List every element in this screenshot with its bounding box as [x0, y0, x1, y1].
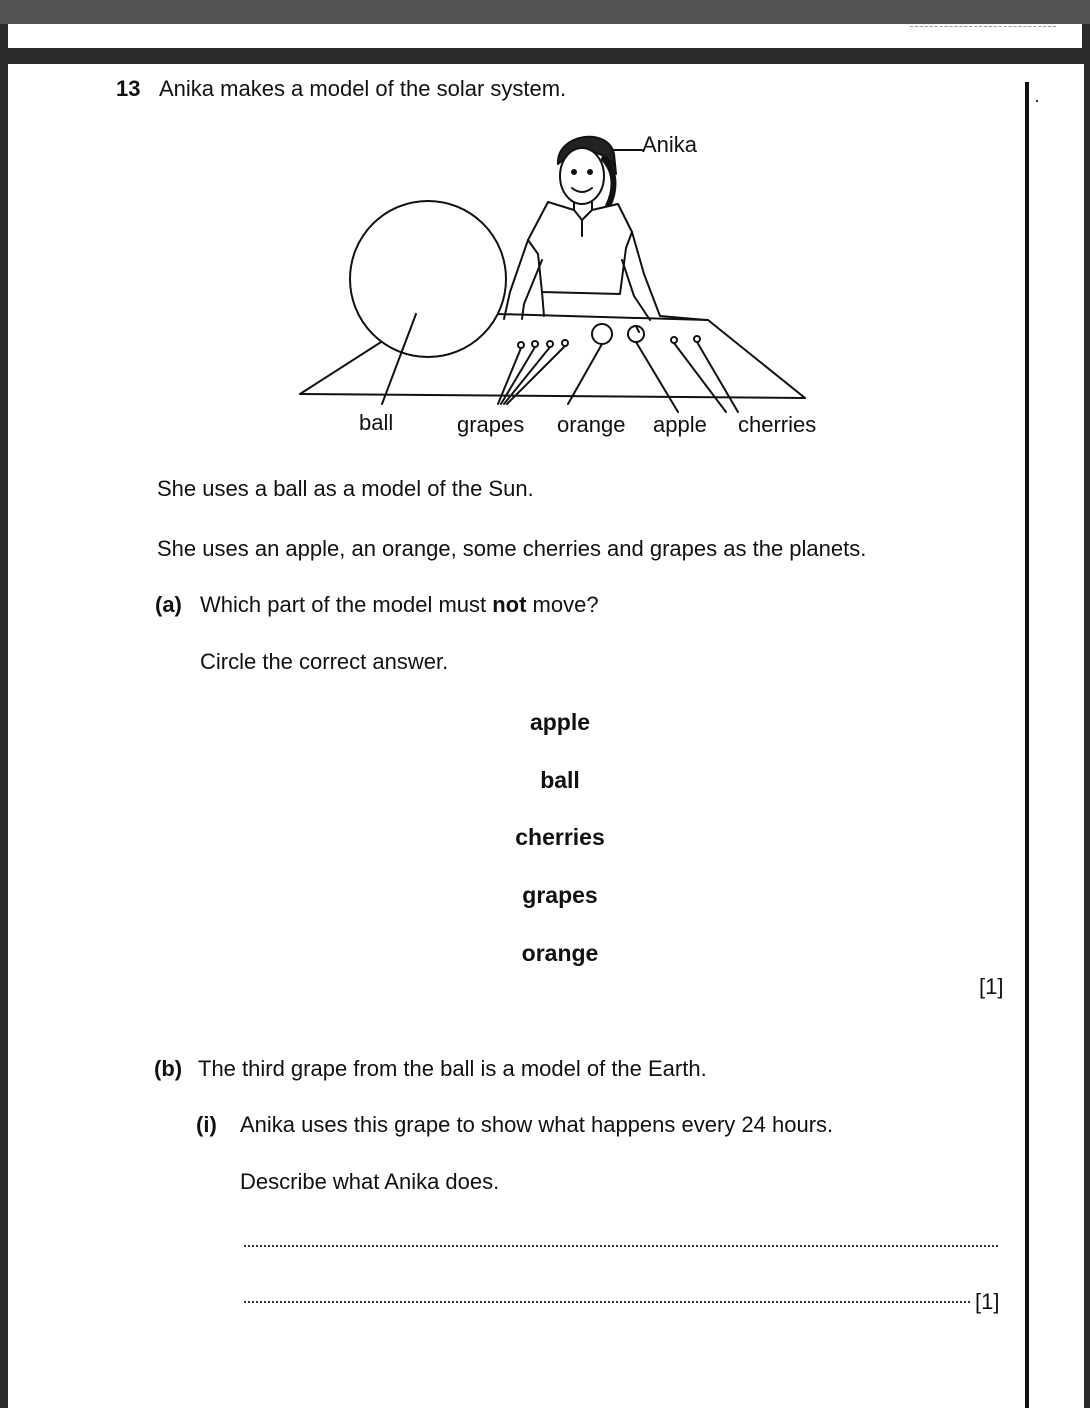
answer-option-apple[interactable]: apple — [529, 709, 591, 735]
grapes-planets — [518, 340, 568, 348]
orange-planet — [592, 324, 612, 344]
anika-figure — [504, 137, 706, 320]
apple-planet — [628, 326, 644, 342]
part-a-question: Which part of the model must not move? — [200, 592, 599, 617]
anika-label: Anika — [642, 132, 698, 157]
planets-statement: She uses an apple, an orange, some cherries and grapes as the planets. — [157, 536, 867, 561]
previous-page-edge — [8, 24, 1082, 48]
ball-label: ball — [359, 410, 394, 435]
answer-option-orange[interactable]: orange — [521, 940, 599, 966]
part-a-marks: [1] — [979, 974, 1004, 999]
exam-page — [8, 64, 1084, 1408]
orange-label: orange — [557, 412, 626, 437]
previous-page-answer-line — [910, 26, 1056, 27]
cherries-planets — [671, 336, 700, 343]
part-b-label: (b) — [154, 1056, 183, 1081]
answer-option-cherries[interactable]: cherries — [515, 824, 605, 850]
grapes-label: grapes — [457, 412, 525, 437]
viewer-top-bar — [0, 0, 1090, 24]
part-b-i-marks: [1] — [975, 1289, 1000, 1314]
answer-option-grapes[interactable]: grapes — [522, 882, 598, 908]
answer-line-1[interactable] — [244, 1245, 998, 1247]
part-a-instruction: Circle the correct answer. — [200, 649, 449, 674]
sun-statement: She uses a ball as a model of the Sun. — [157, 476, 534, 501]
answer-line-2[interactable] — [244, 1301, 970, 1303]
answer-option-ball[interactable]: ball — [540, 767, 580, 793]
apple-label: apple — [653, 412, 707, 437]
apple-leader-line — [636, 342, 678, 412]
part-b-i-label: (i) — [196, 1112, 217, 1137]
ball-sun-model — [350, 201, 506, 357]
solar-system-model-diagram — [8, 64, 1084, 464]
orange-leader-line — [568, 344, 602, 404]
part-b-i-instruction: Describe what Anika does. — [240, 1169, 500, 1194]
part-b-i-text: Anika uses this grape to show what happens every 24 hours. — [240, 1112, 834, 1137]
cherries-label: cherries — [738, 412, 817, 437]
question-intro: Anika makes a model of the solar system. — [159, 76, 567, 101]
part-a-label: (a) — [155, 592, 182, 617]
part-b-text: The third grape from the ball is a model of the Earth. — [198, 1056, 707, 1081]
question-number: 13 — [116, 76, 141, 101]
